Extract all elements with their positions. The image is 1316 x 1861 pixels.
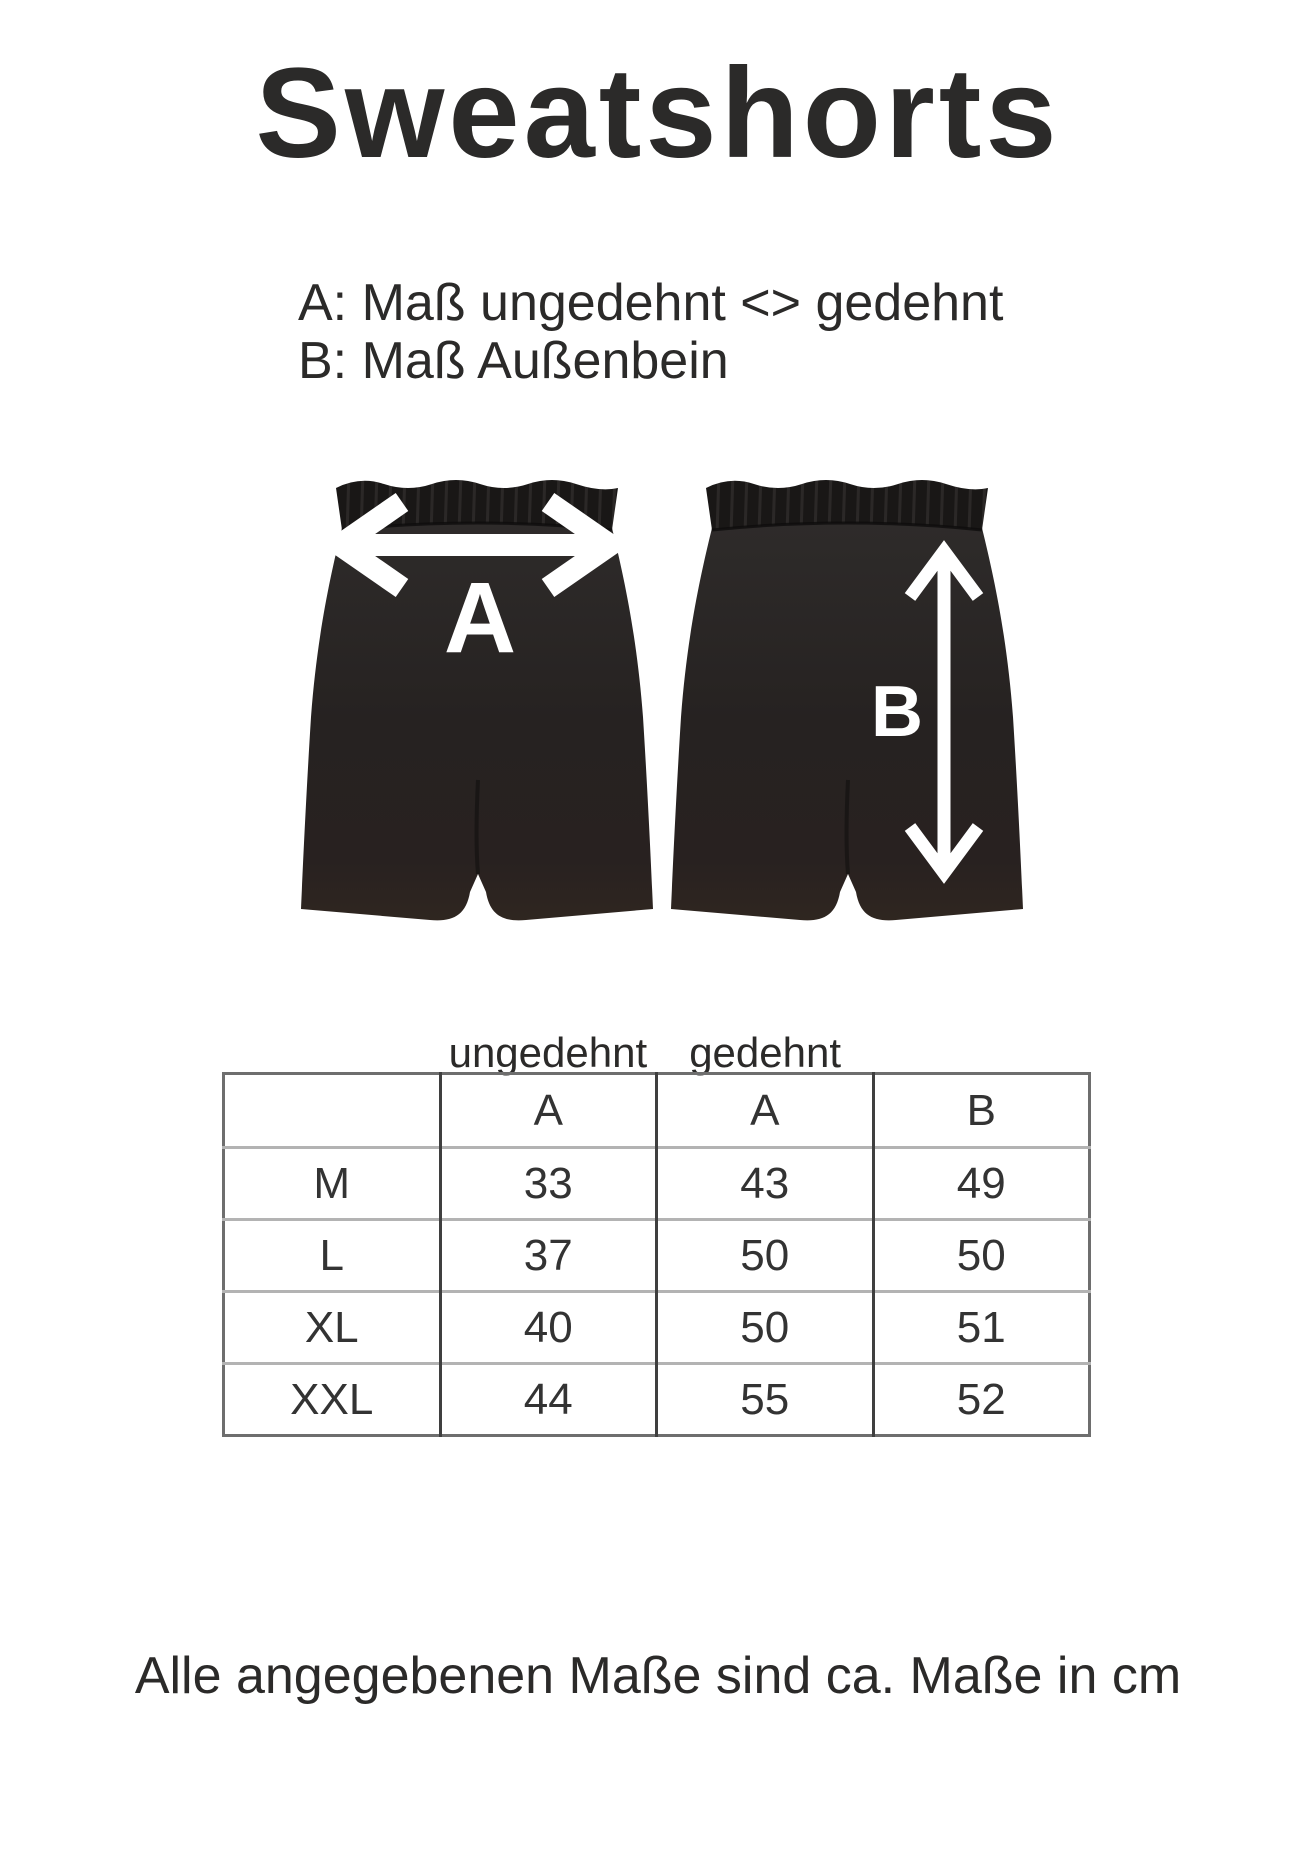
col-header-b: B: [873, 1074, 1090, 1148]
size-cell: XXL: [224, 1364, 441, 1436]
size-cell: M: [224, 1148, 441, 1220]
shorts-front-right: [671, 480, 1023, 920]
shorts-right-center-seam: [847, 780, 849, 874]
value-cell: 44: [440, 1364, 657, 1436]
table-row-xxl: [224, 1364, 1090, 1436]
table-row-m: [224, 1148, 1090, 1220]
col-header-a-ungedehnt: A: [440, 1074, 657, 1148]
legend-line-a: A: Maß ungedehnt <> gedehnt: [298, 274, 1004, 332]
value-cell: 43: [657, 1148, 874, 1220]
value-cell: 51: [873, 1292, 1090, 1364]
measure-legend: [298, 274, 1003, 390]
group-label-spacer: [222, 1029, 439, 1077]
legend-line-b: B: Maß Außenbein: [298, 332, 729, 390]
size-cell: XL: [224, 1292, 441, 1364]
table-row-xl: [224, 1292, 1090, 1364]
value-cell: 50: [873, 1220, 1090, 1292]
group-label-ungedehnt: ungedehnt: [448, 1029, 648, 1076]
footer-note: Alle angegebenen Maße sind ca. Maße in cm: [134, 1647, 1182, 1705]
value-cell: 50: [657, 1220, 874, 1292]
value-cell: 50: [657, 1292, 874, 1364]
page-title: Sweatshorts: [255, 42, 1061, 185]
shorts-left-center-seam: [477, 780, 479, 874]
size-cell: L: [224, 1220, 441, 1292]
diagram-label-a: A: [443, 562, 517, 674]
shorts-diagram: [300, 472, 1040, 927]
table-header-row: [224, 1074, 1090, 1148]
col-header-a-gedehnt: A: [657, 1074, 874, 1148]
group-label-gedehnt: gedehnt: [689, 1029, 842, 1076]
size-table: [222, 1072, 1091, 1437]
group-label-spacer: [874, 1029, 1091, 1077]
col-header-size: [224, 1074, 441, 1148]
value-cell: 55: [657, 1364, 874, 1436]
value-cell: 52: [873, 1364, 1090, 1436]
table-group-labels: [222, 1029, 1091, 1077]
table-row-l: [224, 1220, 1090, 1292]
value-cell: 33: [440, 1148, 657, 1220]
value-cell: 37: [440, 1220, 657, 1292]
diagram-label-b: B: [871, 672, 923, 752]
value-cell: 40: [440, 1292, 657, 1364]
value-cell: 49: [873, 1148, 1090, 1220]
